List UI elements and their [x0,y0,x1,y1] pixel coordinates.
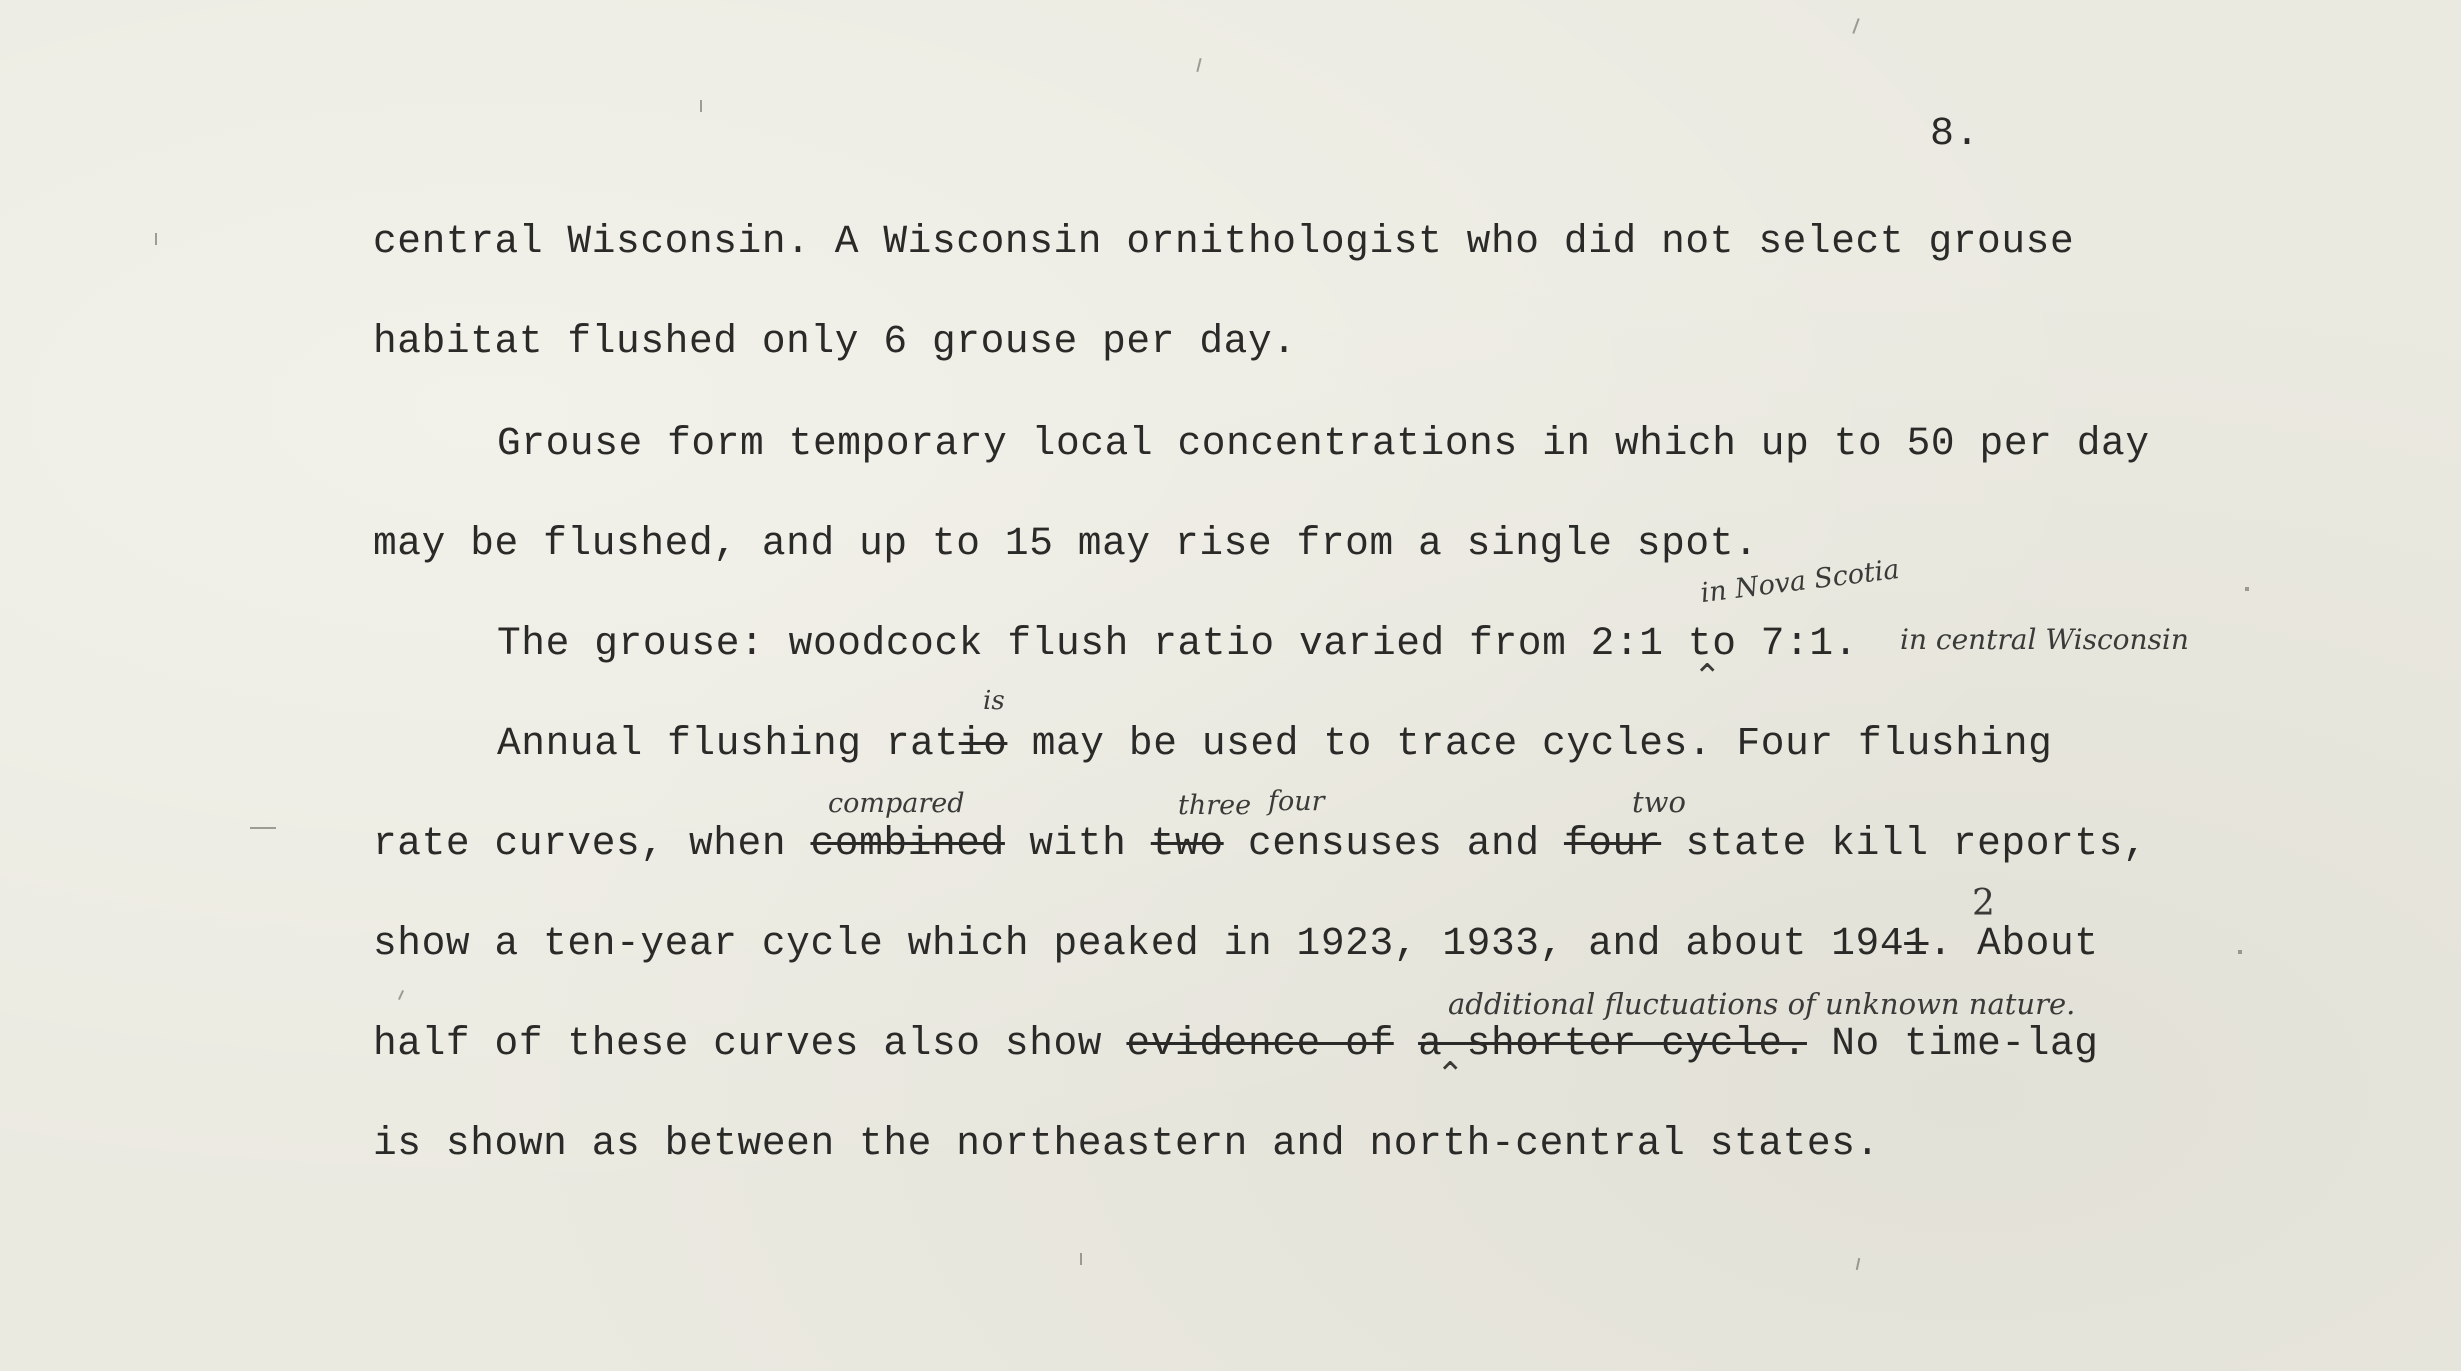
text-segment: may be flushed, and up to 15 may rise from a single spot. [373,521,1759,566]
paper-speck [1856,1258,1860,1270]
handwritten-in-nova-scotia: in Nova Scotia [1698,553,1902,610]
struck-text: combined [810,821,1005,866]
text-line-4 [373,521,1759,566]
struck-text: io [958,721,1008,766]
handwritten-compared: compared [828,788,965,819]
text-line-3 [497,421,2150,466]
handwritten-in-central-wisconsin: in central Wisconsin [1900,623,2189,656]
text-line-1 [373,219,2075,264]
paper-speck [250,827,276,829]
handwritten-three: three [1178,790,1252,821]
text-line-7 [373,821,2148,866]
struck-text: evidence of [1126,1021,1394,1066]
paper-speck [1196,58,1201,72]
handwritten-is: is [983,686,1005,716]
struck-text: a shorter cycle. [1418,1021,1807,1066]
text-segment: state kill reports, [1661,821,2148,866]
paper-speck [2245,587,2249,591]
text-segment: central Wisconsin. A Wisconsin ornithologist who did not select grouse [373,219,2075,264]
text-segment: No time-lag [1806,1021,2099,1066]
page-number: 8. [1930,112,1981,157]
handwritten-additional-fluctuations: additional fluctuations of unknown nature. [1448,987,2076,1021]
struck-text: 1 [1904,921,1929,966]
handwritten-four: four [1268,786,1325,817]
text-segment: may be used to trace cycles. Four flushing [1007,721,2053,766]
insertion-caret: ⌃ [1436,1055,1465,1095]
paper-speck [700,100,702,112]
paper-speck [155,233,157,245]
insertion-caret: ⌃ [1693,657,1722,697]
text-segment: The grouse: woodcock flush ratio varied from 2:1 [497,621,1664,666]
handwritten-two: two [1632,785,1686,819]
text-segment: half of these curves also show [373,1021,1127,1066]
text-segment [1394,1021,1418,1066]
paper-speck [1852,18,1859,34]
handwritten-year-digit: 2 [1972,883,1995,924]
paper-speck [1080,1253,1082,1265]
struck-text: two [1150,821,1224,866]
text-line-10 [373,1121,1880,1166]
text-line-5 [497,621,1859,666]
text-segment: is shown as between the northeastern and north-central states. [373,1121,1880,1166]
text-segment: . About [1928,921,2099,966]
text-segment: to 7:1. [1663,621,1859,666]
text-segment: Annual flushing rat [497,721,959,766]
text-segment: Grouse form temporary local concentrations in which up to 50 per day [497,421,2150,466]
text-segment: with [1004,821,1151,866]
text-line-8 [373,921,2099,966]
text-segment: show a ten-year cycle which peaked in 1923, 1933, and about 194 [373,921,1905,966]
text-segment: habitat flushed only 6 grouse per day. [373,319,1297,364]
paper-speck [398,990,404,1000]
text-segment: censuses and [1223,821,1564,866]
text-line-9 [373,1021,2099,1066]
text-line-2 [373,319,1297,364]
struck-text: four [1563,821,1662,866]
text-segment: rate curves, when [373,821,811,866]
paper-speck [2238,950,2242,954]
text-line-6 [497,721,2053,766]
